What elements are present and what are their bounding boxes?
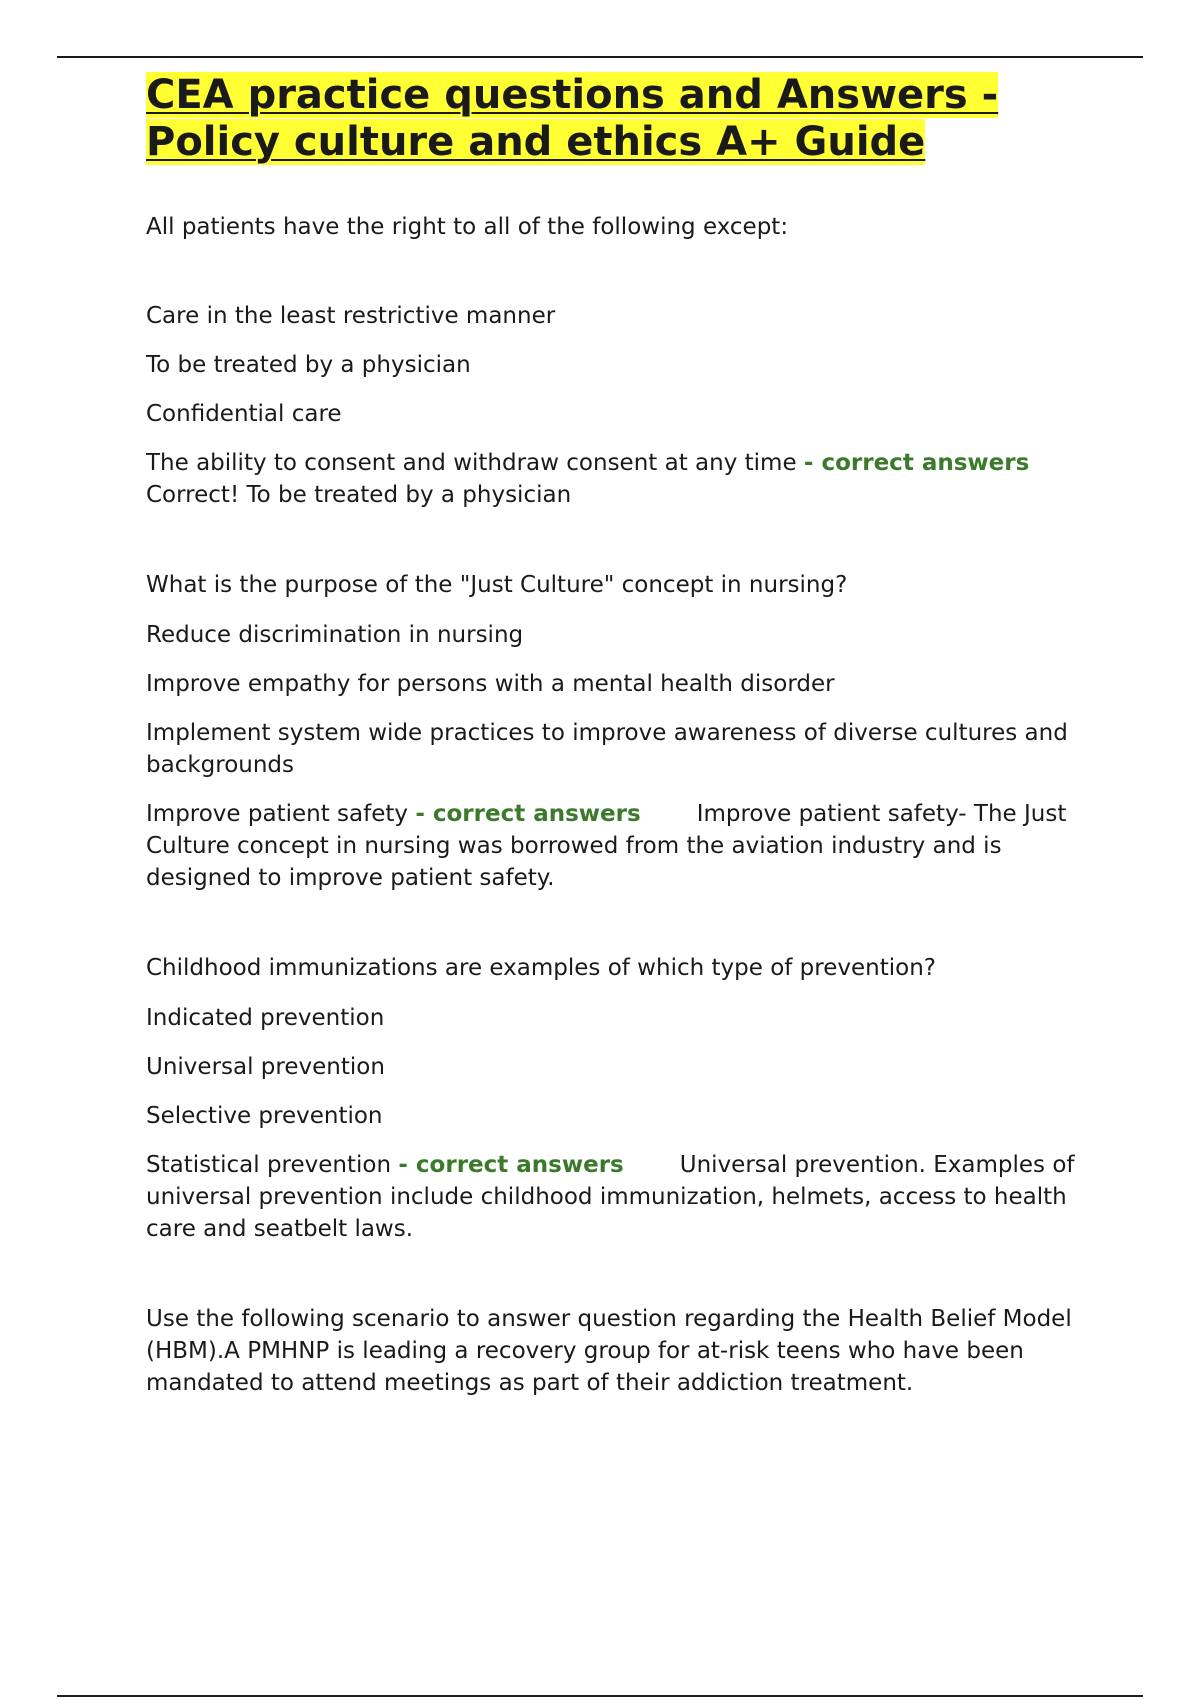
option: Selective prevention — [146, 1103, 383, 1129]
top-rule — [57, 56, 1143, 58]
correct-answer-marker: - correct answers — [398, 1152, 624, 1178]
option: Reduce discrimination in nursing — [146, 622, 524, 648]
document-body — [146, 72, 1096, 1399]
option: Implement system wide practices to improve awareness of diverse cultures and backgrounds — [146, 720, 1068, 778]
answer-line — [146, 447, 1096, 511]
question-text: What is the purpose of the "Just Culture" concept in nursing? — [146, 572, 848, 598]
answer-text: Correct! To be treated by a physician — [146, 482, 572, 508]
option: Confidential care — [146, 401, 342, 427]
question-block-1 — [146, 211, 1096, 511]
last-option: The ability to consent and withdraw consent at any time — [146, 450, 797, 476]
question-text: Childhood immunizations are examples of which type of prevention? — [146, 955, 936, 981]
last-option: Improve patient safety — [146, 801, 408, 827]
last-option: Statistical prevention — [146, 1152, 392, 1178]
correct-answer-marker: - correct answers — [803, 450, 1030, 476]
document-title: CEA practice questions and Answers - Policy culture and ethics A+ Guide — [146, 72, 999, 165]
answer-line — [146, 798, 1096, 894]
option: To be treated by a physician — [146, 352, 471, 378]
bottom-rule — [57, 1695, 1143, 1697]
correct-answer-marker: - correct answers — [415, 801, 641, 827]
scenario-text: Use the following scenario to answer question regarding the Health Belief Model (HBM).A PMHNP is leading a recovery group for at-risk teens who have been mandated to attend meetings as part of their addiction treatment. — [146, 1306, 1072, 1396]
answer-text: Universal prevention. Examples of universal prevention include childhood immunization, helmets, access to health care and seatbelt laws. — [146, 1152, 1075, 1242]
option: Universal prevention — [146, 1054, 385, 1080]
option: Indicated prevention — [146, 1005, 385, 1031]
answer-text: Improve patient safety- The Just Culture concept in nursing was borrowed from the aviation industry and is designed to improve patient safety. — [146, 801, 1067, 891]
question-text: All patients have the right to all of the following except: — [146, 214, 789, 240]
option: Improve empathy for persons with a mental health disorder — [146, 671, 835, 697]
answer-line — [146, 1149, 1096, 1245]
option: Care in the least restrictive manner — [146, 303, 556, 329]
scenario-block — [146, 1303, 1096, 1399]
question-block-3 — [146, 952, 1096, 1245]
question-block-2 — [146, 569, 1096, 894]
